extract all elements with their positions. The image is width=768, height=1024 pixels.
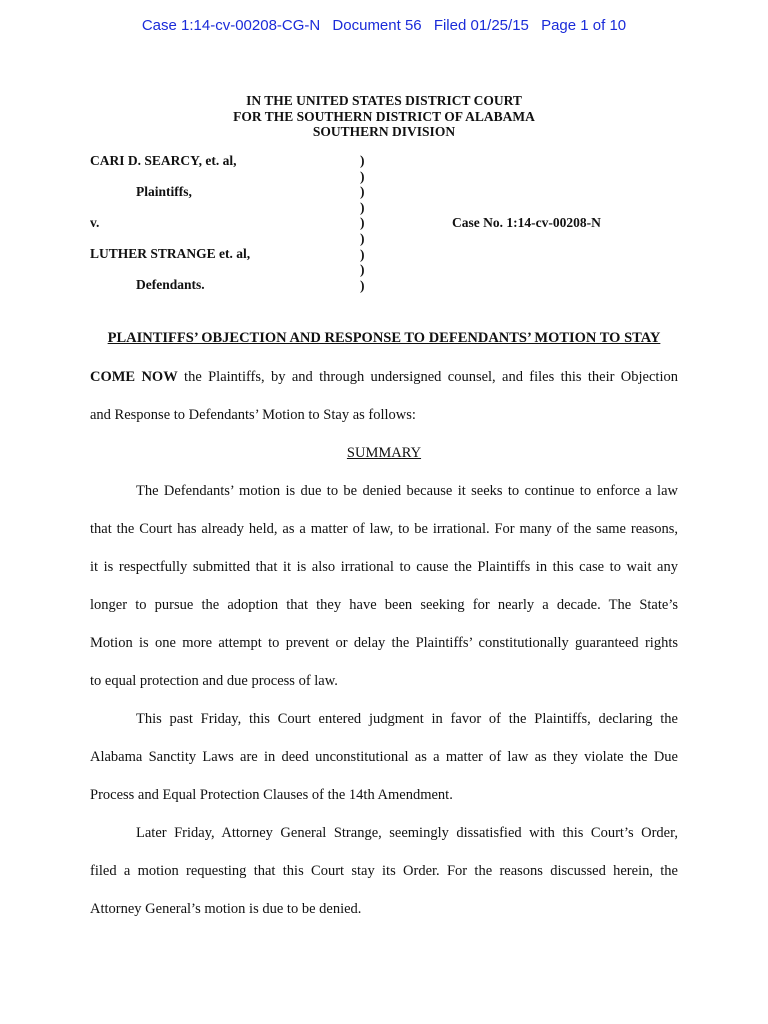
case-number: Case No. 1:14-cv-00208-N xyxy=(452,215,601,230)
filed-date: Filed 01/25/15 xyxy=(433,17,529,34)
paragraph-1-line: that the Court has already held, as a matter of law, to be irrational. For many of the same reasons, xyxy=(90,521,678,537)
intro-line-2: and Response to Defendants’ Motion to Stay as follows: xyxy=(90,407,416,423)
court-line-2: FOR THE SOUTHERN DISTRICT OF ALABAMA xyxy=(233,108,535,124)
caption-parentheses xyxy=(360,153,365,293)
caption-paren: ) xyxy=(360,277,365,293)
document-number: Document 56 xyxy=(332,17,422,34)
defendant-name: LUTHER STRANGE et. al, xyxy=(90,246,251,261)
paragraph-1-line: to equal protection and due process of law. xyxy=(90,673,338,689)
caption-paren: ) xyxy=(360,230,365,246)
caption-paren: ) xyxy=(360,199,365,215)
court-line-3: SOUTHERN DIVISION xyxy=(312,124,456,139)
page-indicator: Page 1 of 10 xyxy=(541,17,627,34)
ecf-filing-header xyxy=(0,17,768,34)
case-number-header: Case 1:14-cv-00208-CG-N xyxy=(141,17,321,34)
paragraph-2-line: This past Friday, this Court entered judgment in favor of the Plaintiffs, declaring the xyxy=(136,711,678,727)
plaintiff-name: CARI D. SEARCY, et. al, xyxy=(90,153,237,168)
intro-line-1 xyxy=(90,369,678,386)
paragraph-3-line: Attorney General’s motion is due to be denied. xyxy=(90,901,362,917)
defendants-label: Defendants. xyxy=(136,277,205,292)
caption-paren: ) xyxy=(360,262,365,278)
caption-paren: ) xyxy=(360,153,365,168)
paragraph-3-line: Later Friday, Attorney General Strange, seemingly dissatisfied with this Court’s Order, xyxy=(136,825,678,841)
summary-heading: SUMMARY xyxy=(346,445,422,461)
court-heading xyxy=(0,93,768,140)
paragraph-1-line: The Defendants’ motion is due to be denied because it seeks to continue to enforce a law xyxy=(136,483,678,499)
plaintiffs-label: Plaintiffs, xyxy=(136,184,192,199)
paragraph-1-line: longer to pursue the adoption that they have been seeking for nearly a decade. The State’s xyxy=(90,597,678,613)
paragraph-2-line: Alabama Sanctity Laws are in deed unconstitutional as a matter of law as they violate the Due xyxy=(90,749,678,765)
motion-title: PLAINTIFFS’ OBJECTION AND RESPONSE TO DEFENDANTS’ MOTION TO STAY xyxy=(107,330,661,346)
paragraph-3-line: filed a motion requesting that this Court stay its Order. For the reasons discussed herein, the xyxy=(90,863,678,879)
caption-paren: ) xyxy=(360,215,365,231)
intro-line-1-text: the Plaintiffs, by and through undersigned counsel, and files this their Objection xyxy=(177,369,678,385)
paragraph-1-line: it is respectfully submitted that it is also irrational to cause the Plaintiffs in this case to wait any xyxy=(90,559,678,575)
intro-bold-lead: COME NOW xyxy=(90,369,178,385)
versus-label: v. xyxy=(90,215,100,230)
paragraph-2-line: Process and Equal Protection Clauses of the 14th Amendment. xyxy=(90,787,453,803)
court-line-1: IN THE UNITED STATES DISTRICT COURT xyxy=(246,93,522,108)
caption-paren: ) xyxy=(360,246,365,262)
paragraph-1-line: Motion is one more attempt to prevent or delay the Plaintiffs’ constitutionally guaranteed rights xyxy=(90,635,678,651)
caption-paren: ) xyxy=(360,184,365,200)
caption-paren: ) xyxy=(360,168,365,184)
